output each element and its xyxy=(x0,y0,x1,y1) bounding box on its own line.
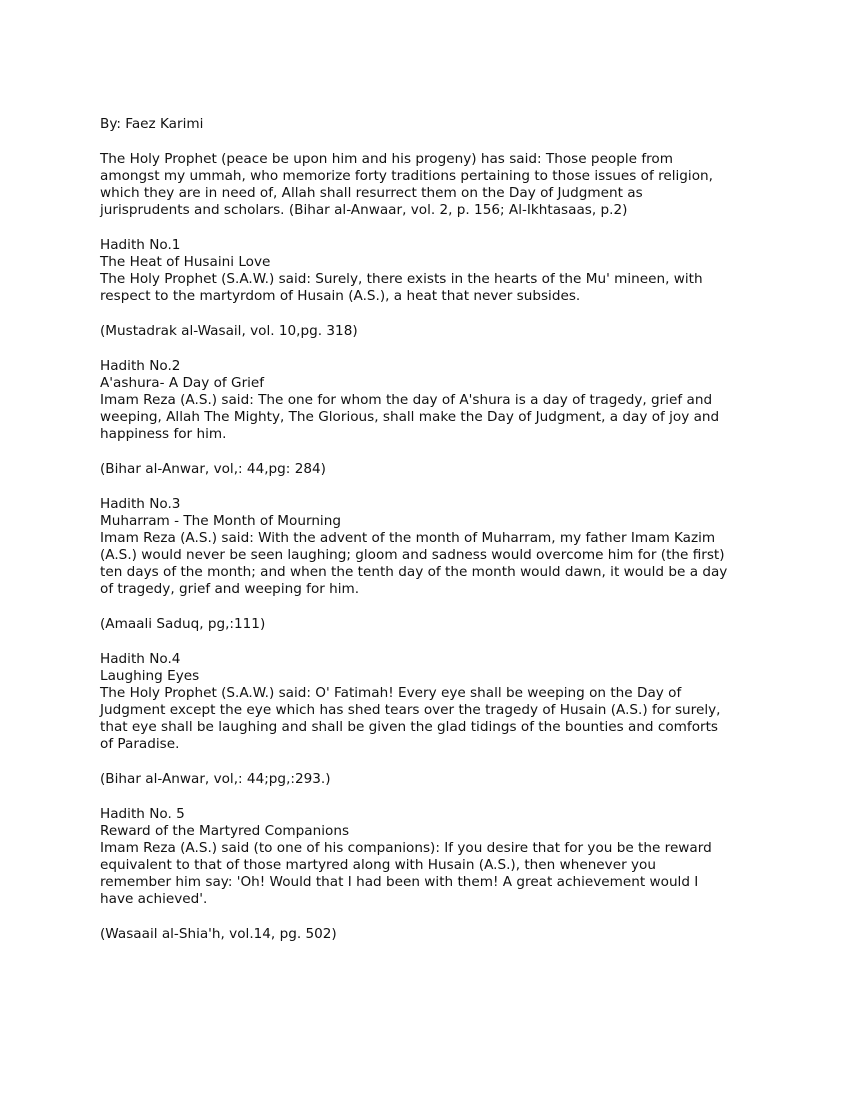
hadith-text-line: happiness for him. xyxy=(100,426,227,442)
hadith-text-line: remember him say: 'Oh! Would that I had been with them! A great achievement would I xyxy=(100,874,699,890)
hadith-section-5 xyxy=(100,806,760,943)
intro-paragraph xyxy=(100,151,760,219)
intro-line: The Holy Prophet (peace be upon him and his progeny) has said: Those people from xyxy=(100,151,673,167)
intro-line: which they are in need of, Allah shall resurrect them on the Day of Judgment as xyxy=(100,185,643,201)
hadith-title: The Heat of Husaini Love xyxy=(100,254,271,270)
hadith-number: Hadith No.2 xyxy=(100,358,181,374)
hadith-number: Hadith No.1 xyxy=(100,237,181,253)
intro-line: jurisprudents and scholars. (Bihar al-Anwaar, vol. 2, p. 156; Al-Ikhtasaas, p.2) xyxy=(100,202,628,218)
hadith-title: Reward of the Martyred Companions xyxy=(100,823,350,839)
hadith-text-line: of tragedy, grief and weeping for him. xyxy=(100,581,360,597)
hadith-source: (Bihar al-Anwar, vol,: 44,pg: 284) xyxy=(100,461,326,477)
author-line: By: Faez Karimi xyxy=(100,116,204,132)
hadith-number: Hadith No. 5 xyxy=(100,806,185,822)
hadith-text-line: Imam Reza (A.S.) said (to one of his companions): If you desire that for you be the reward xyxy=(100,840,712,856)
hadith-text-line: equivalent to that of those martyred along with Husain (A.S.), then whenever you xyxy=(100,857,656,873)
intro-line: amongst my ummah, who memorize forty traditions pertaining to those issues of religion, xyxy=(100,168,713,184)
hadith-title: Muharram - The Month of Mourning xyxy=(100,513,341,529)
hadith-source: (Mustadrak al-Wasail, vol. 10,pg. 318) xyxy=(100,323,358,339)
hadith-title: Laughing Eyes xyxy=(100,668,200,684)
hadith-text-line: have achieved'. xyxy=(100,891,208,907)
hadith-text-line: of Paradise. xyxy=(100,736,180,752)
hadith-text-line: The Holy Prophet (S.A.W.) said: Surely, there exists in the hearts of the Mu' mineen, with xyxy=(100,271,703,287)
hadith-section-1 xyxy=(100,237,760,340)
hadith-text-line: ten days of the month; and when the tenth day of the month would dawn, it would be a day xyxy=(100,564,728,580)
hadith-text-line: weeping, Allah The Mighty, The Glorious, shall make the Day of Judgment, a day of joy and xyxy=(100,409,720,425)
hadith-text-line: The Holy Prophet (S.A.W.) said: O' Fatimah! Every eye shall be weeping on the Day of xyxy=(100,685,682,701)
hadith-number: Hadith No.4 xyxy=(100,651,181,667)
hadith-text-line: (A.S.) would never be seen laughing; gloom and sadness would overcome him for (the first) xyxy=(100,547,725,563)
hadith-section-2 xyxy=(100,358,760,478)
hadith-section-4 xyxy=(100,651,760,788)
hadith-source: (Bihar al-Anwar, vol,: 44;pg,:293.) xyxy=(100,771,331,787)
hadith-title: A'ashura- A Day of Grief xyxy=(100,375,265,391)
document-body xyxy=(100,116,760,943)
hadith-text-line: Imam Reza (A.S.) said: The one for whom the day of A'shura is a day of tragedy, grief and xyxy=(100,392,713,408)
hadith-section-3 xyxy=(100,496,760,633)
hadith-text-line: that eye shall be laughing and shall be given the glad tidings of the bounties and comforts xyxy=(100,719,719,735)
hadith-text-line: Judgment except the eye which has shed tears over the tragedy of Husain (A.S.) for surely, xyxy=(100,702,721,718)
hadith-text-line: Imam Reza (A.S.) said: With the advent of the month of Muharram, my father Imam Kazim xyxy=(100,530,716,546)
hadith-text-line: respect to the martyrdom of Husain (A.S.), a heat that never subsides. xyxy=(100,288,581,304)
hadith-number: Hadith No.3 xyxy=(100,496,181,512)
hadith-source: (Amaali Saduq, pg,:111) xyxy=(100,616,266,632)
hadith-source: (Wasaail al-Shia'h, vol.14, pg. 502) xyxy=(100,926,337,942)
